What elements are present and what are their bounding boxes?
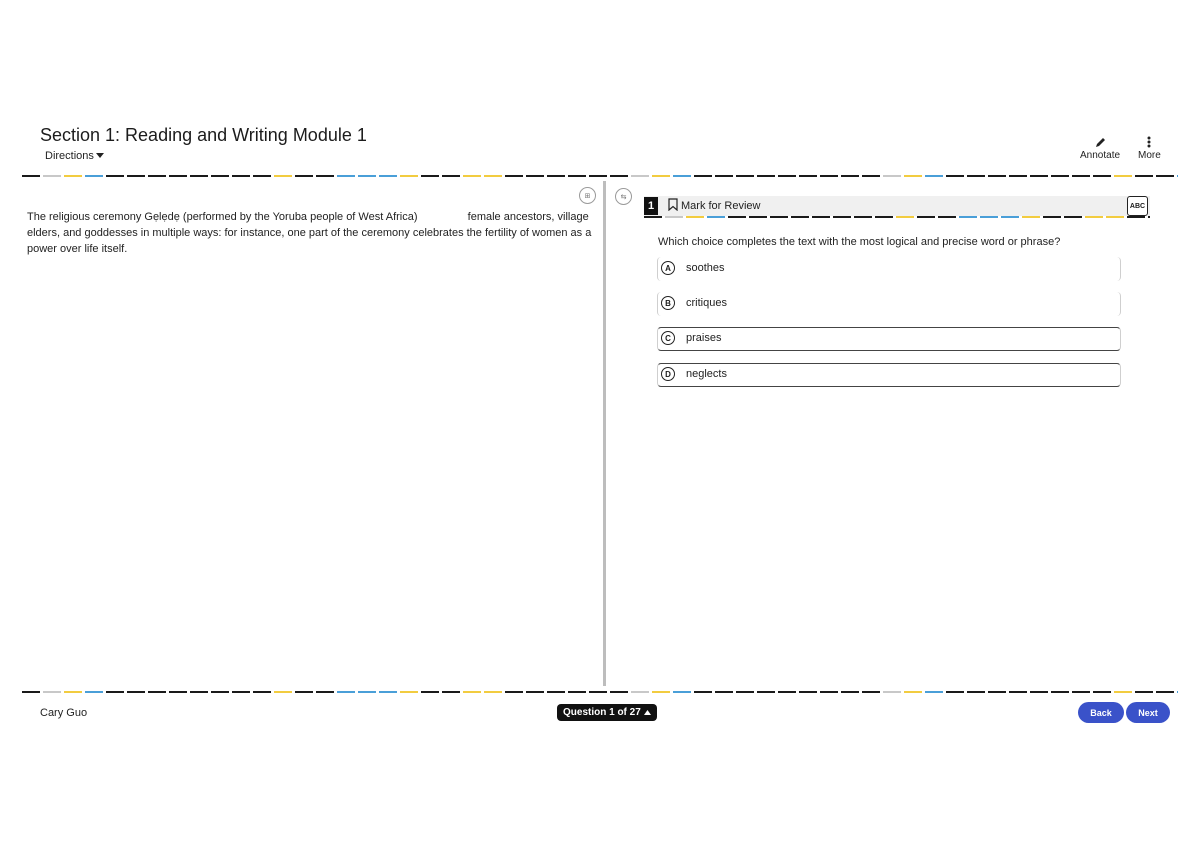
passage-text [27, 209, 597, 257]
caret-up-icon [644, 707, 651, 718]
mark-for-review-button[interactable] [668, 198, 760, 214]
passage-highlight-icon[interactable]: ⊞ [579, 187, 596, 204]
choice-text: praises [686, 332, 722, 344]
directions-dropdown[interactable] [45, 150, 104, 162]
choice-letter: A [661, 261, 675, 275]
question-navigator-button[interactable] [557, 704, 657, 721]
pencil-icon [1095, 134, 1106, 150]
answer-choice-c[interactable] [657, 327, 1121, 351]
more-button[interactable] [1138, 134, 1161, 161]
caret-down-icon [96, 150, 104, 162]
directions-label: Directions [45, 150, 94, 162]
annotate-button[interactable] [1080, 134, 1120, 161]
answer-choice-a[interactable] [657, 257, 1121, 281]
header-divider [22, 175, 1178, 178]
option-eliminator-button[interactable]: ABC [1127, 196, 1148, 216]
question-navigator-label: Question 1 of 27 [563, 707, 641, 718]
choice-letter: C [661, 331, 675, 345]
annotate-label: Annotate [1080, 150, 1121, 161]
page-title: Section 1: Reading and Writing Module 1 [40, 125, 367, 145]
more-label: More [1138, 150, 1161, 161]
pane-expand-icon[interactable]: ⇆ [615, 188, 632, 205]
choice-letter: B [661, 296, 675, 310]
question-number: 1 [644, 197, 658, 215]
choice-letter: D [661, 367, 675, 381]
back-button[interactable]: Back [1078, 702, 1124, 723]
passage-text-after: female ancestors, village elders, and goddesses in multiple ways: for instance, one part of the ceremony celebrates the fertility of women as a power over life itself. [27, 211, 592, 255]
passage-text-before: The religious ceremony Gẹlẹdẹ (performed by the Yoruba people of West Africa) [27, 211, 418, 223]
footer-divider [22, 691, 1178, 694]
question-prompt: Which choice completes the text with the most logical and precise word or phrase? [658, 236, 1061, 248]
choice-text: critiques [686, 297, 727, 309]
question-header-divider [644, 216, 1150, 219]
next-button[interactable]: Next [1126, 702, 1170, 723]
pane-divider[interactable] [603, 181, 606, 686]
choice-text: neglects [686, 368, 727, 380]
more-vertical-icon [1147, 134, 1151, 150]
answer-choice-d[interactable] [657, 363, 1121, 387]
bookmark-icon [668, 198, 678, 214]
mark-for-review-label: Mark for Review [681, 200, 761, 212]
student-name: Cary Guo [40, 707, 88, 719]
answer-choice-b[interactable] [657, 292, 1121, 316]
choice-text: soothes [686, 262, 725, 274]
